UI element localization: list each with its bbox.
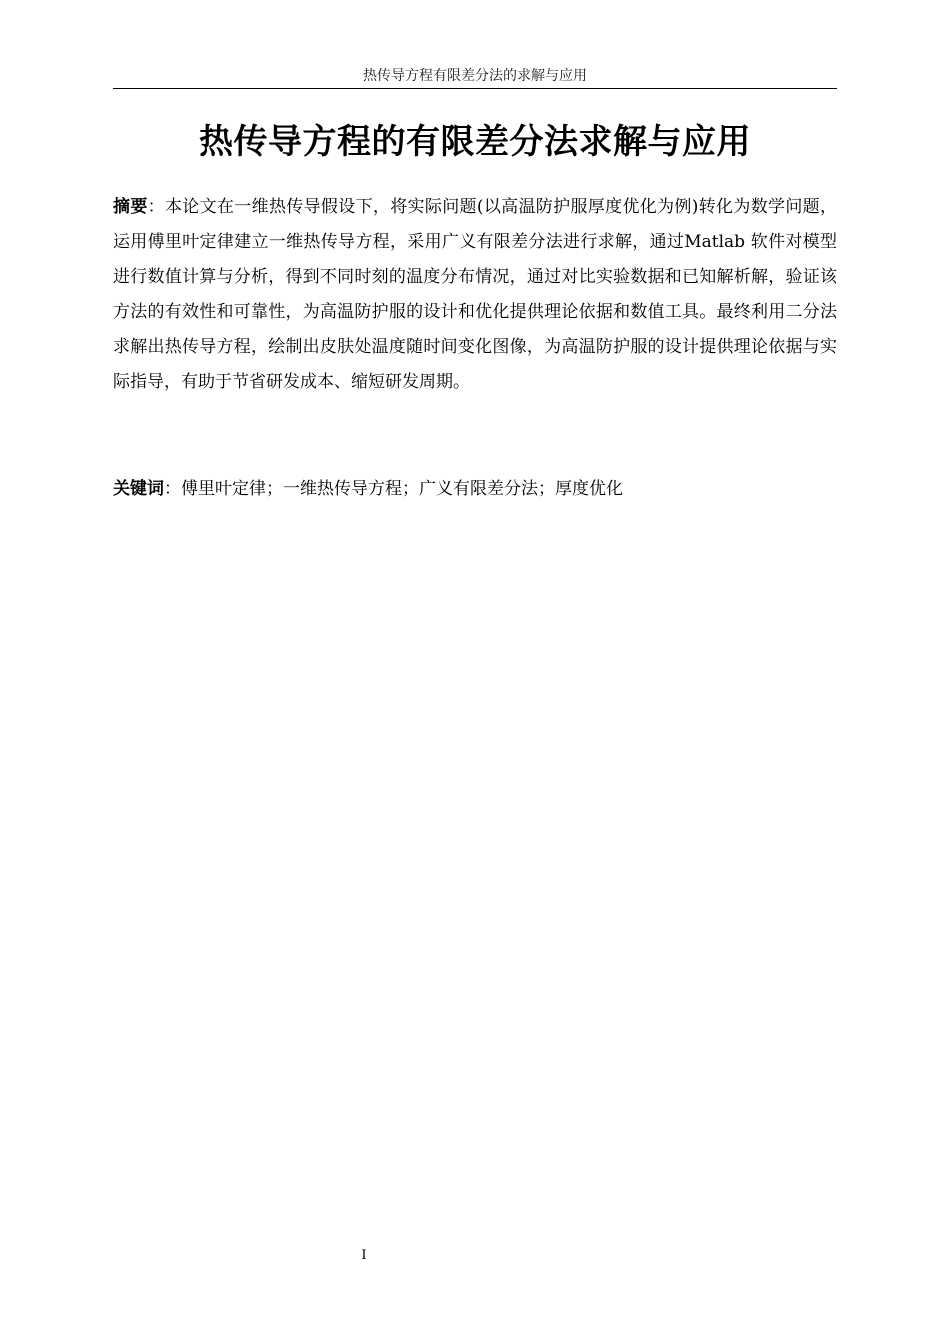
document-title: 热传导方程的有限差分法求解与应用 (199, 122, 751, 162)
keywords-paragraph (113, 472, 837, 507)
header-divider (113, 88, 837, 89)
abstract-separator: ： (147, 197, 165, 217)
keywords-label: 关键词 (113, 479, 164, 499)
keywords-separator: ： (164, 479, 181, 499)
page-number: I (361, 1248, 367, 1263)
running-header: 热传导方程有限差分法的求解与应用 (363, 68, 587, 84)
abstract-paragraph (113, 190, 837, 400)
abstract-label: 摘要 (113, 197, 148, 217)
abstract-text: 本论文在一维热传导假设下，将实际问题(以高温防护服厚度优化为例)转化为数学问题，运用傅里叶定律建立一维热传导方程，采用广义有限差分法进行求解，通过Matlab 软件对模型进行数值计算与分析，得到不同时刻的温度分布情况，通过对比实验数据和已知解析解，验证该方法的有效性和可靠性，为高温防护服的设计和优化提供理论依据和数值工具。最终利用二分法求解出热传导方程，绘制出皮肤处温度随时间变化图像，为高温防护服的设计提供理论依据与实际指导，有助于节省研发成本、缩短研发周期。 (113, 197, 838, 392)
keywords-text: 傅里叶定律；一维热传导方程；广义有限差分法；厚度优化 (181, 479, 623, 499)
